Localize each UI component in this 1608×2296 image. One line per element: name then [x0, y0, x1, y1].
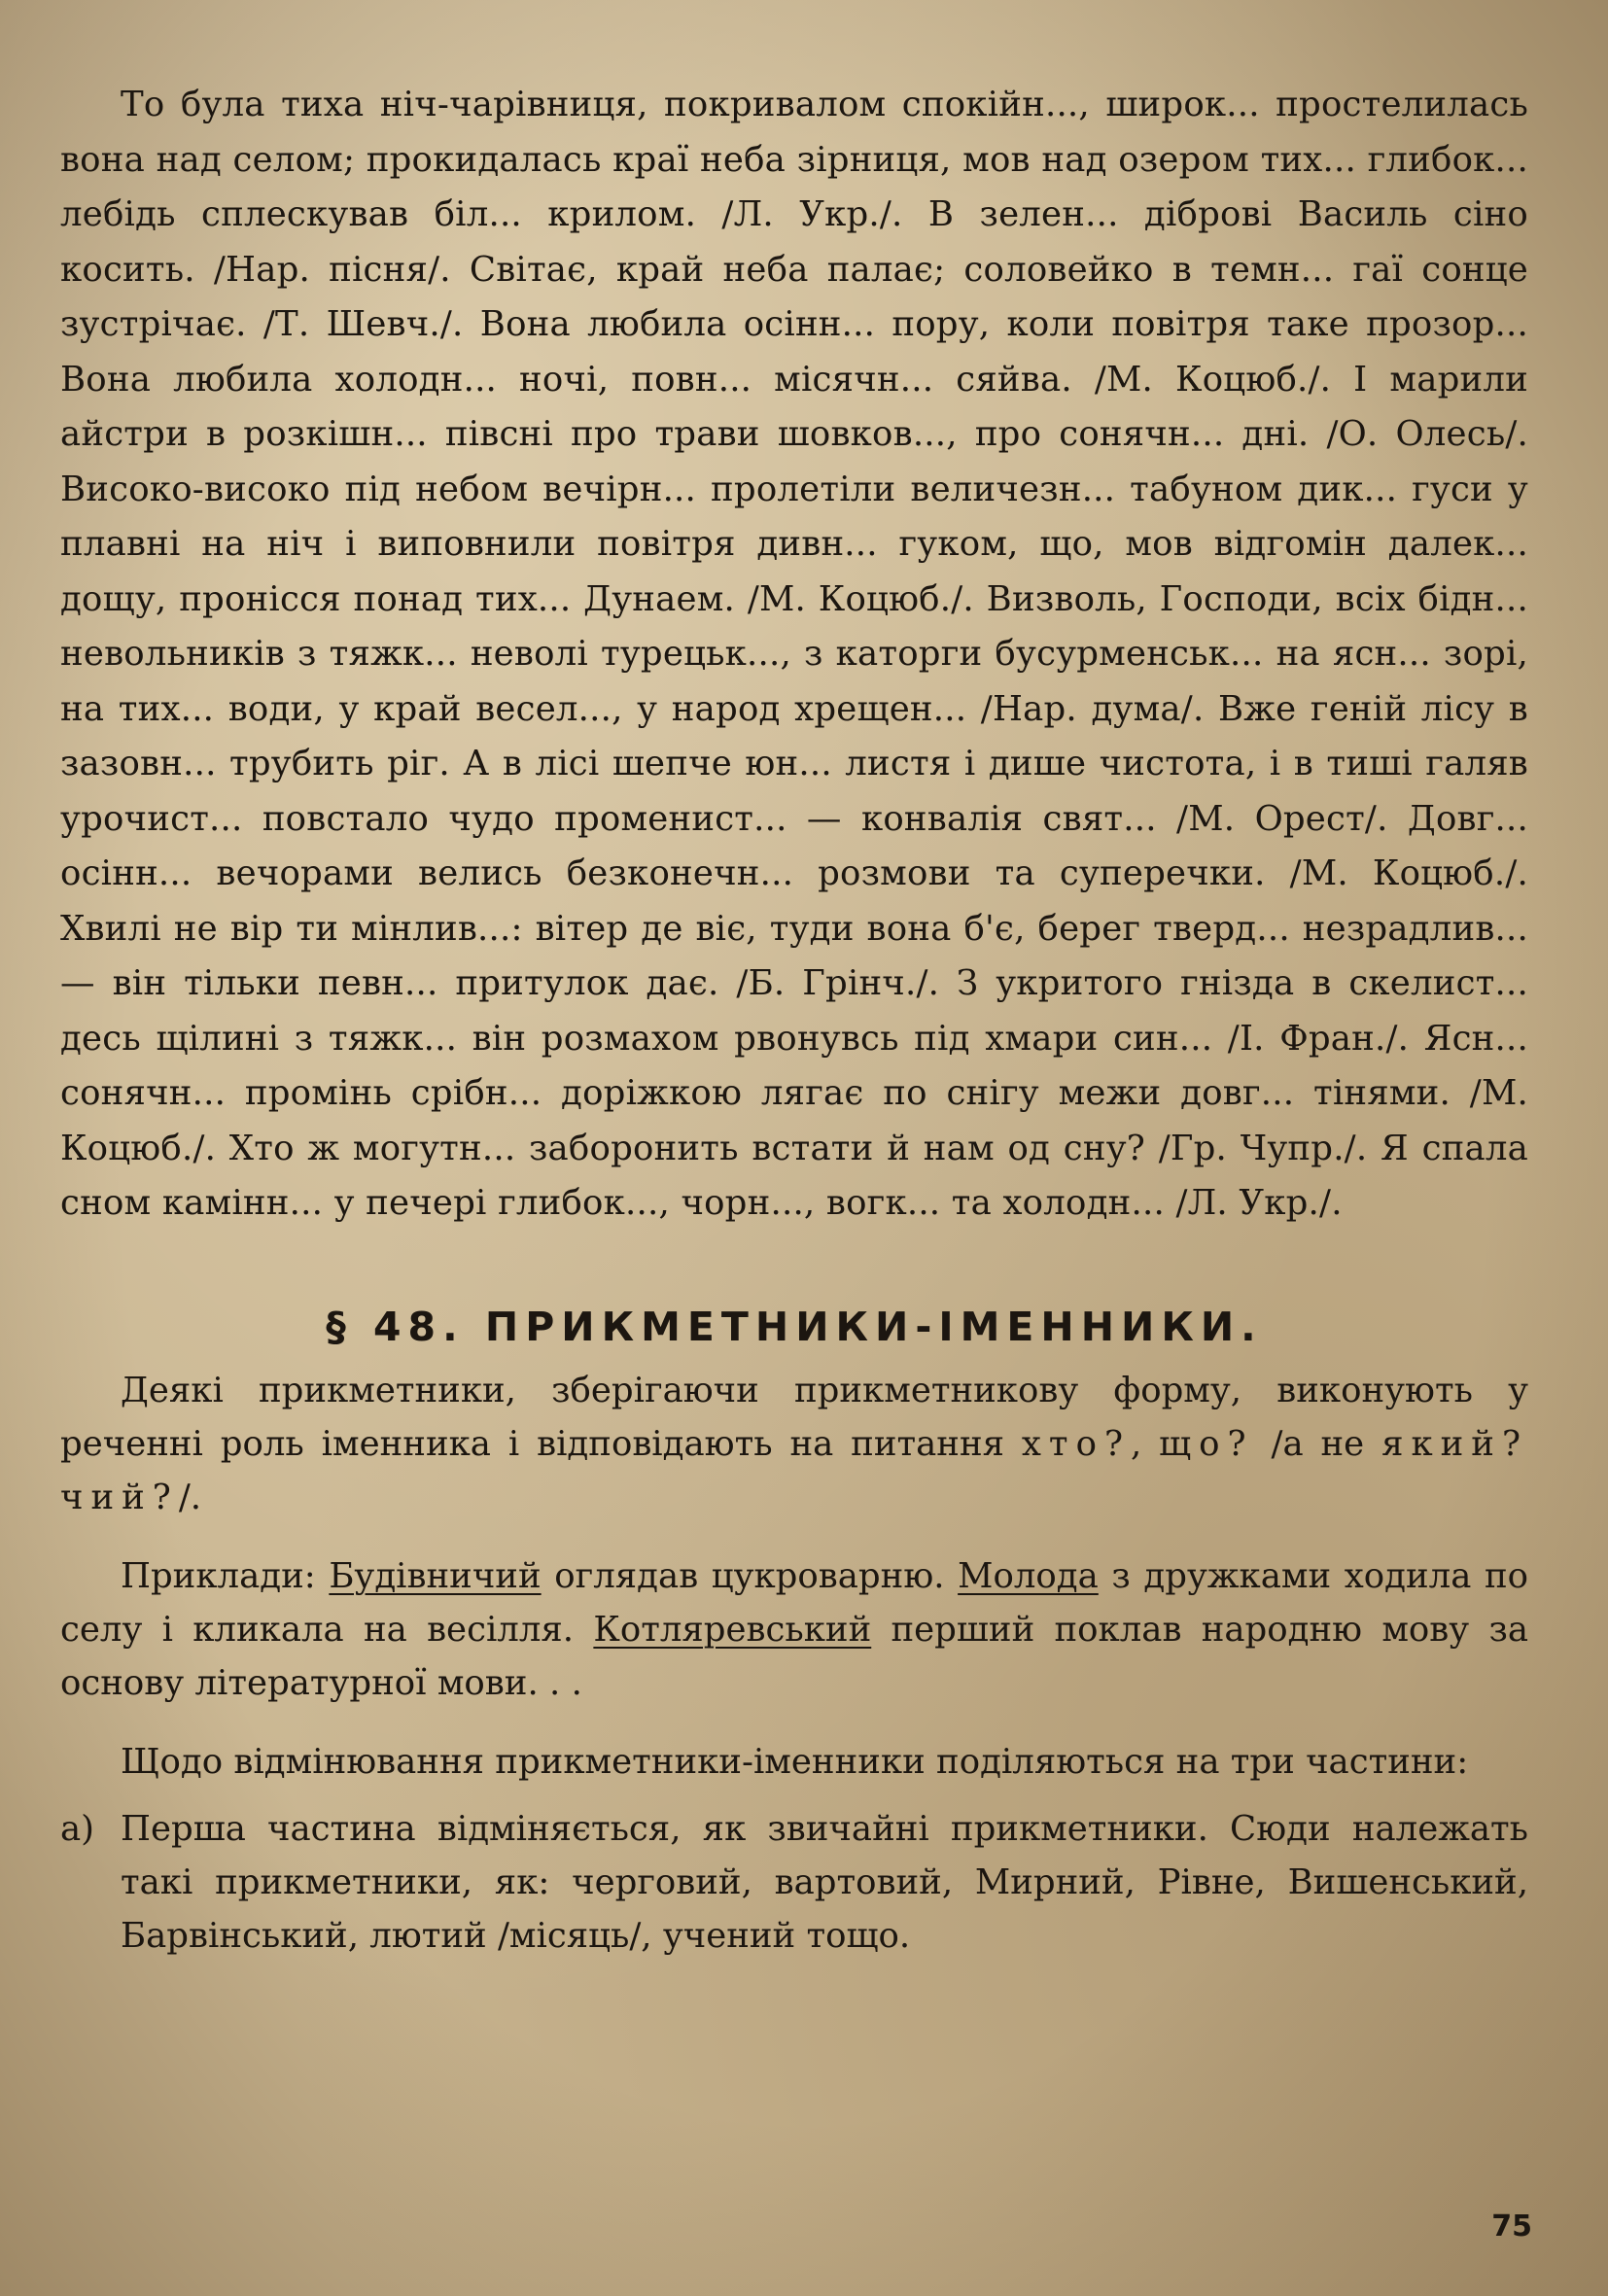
exercise-paragraph: То була тиха ніч-чарівниця, покривалом спокійн..., широк... простелилась вона над селом; прокидалась краї неба зірниця, мов над озером тих... глибок... лебідь сплескував біл... крилом. /Л. Укр./. В зелен... діброві Василь сіно косить. /Нар. пісня/. Світає, край неба палає; соловейко в темн... гаї сонце зустрічає. /Т. Шевч./. Вона любила осінн... пору, коли повітря таке прозор... Вона любила холодн... ночі, повн... місячн... сяйва. /М. Коцюб./. І марили айстри в розкішн... півсні про трави шовков..., про сонячн... дні. /О. Олесь/. Високо-високо під небом вечірн... пролетіли величезн... табуном дик... гуси у плавні на ніч і виповнили повітря дивн... гуком, що, мов відгомін далек... дощу, пронісся понад тих... Дунаем. /М. Коцюб./. Визволь, Господи, всіх бідн... невольників з тяжк... неволі турецьк..., з каторги бусурменськ... на ясн... зорі, на тих... води, у край весел..., у народ хрещен... /Нар. дума/. Вже геній лісу в зазовн... трубить ріг. А в лісі шепче юн... листя і дише чистота, і в тиші галяв урочист... повстало чудо променист... — конвалія свят... /М. Орест/. Довг... осінн... вечорами велись безконечн... розмови та суперечки. /М. Коцюб./. Хвилі не вір ти мінлив...: вітер де віє, туди вона б'є, берег тверд... незрадлив... — він тільки певн... притулок дає. /Б. Грінч./. З укритого гнізда в скелист... десь щілині з тяжк... він розмахом рвонувсь під хмари син... /І. Фран./. Ясн... сонячн... промінь срібн... доріжкою лягає по снігу межи довг... тінями. /М. Коцюб./. Хто ж могутн... заборонить встати й нам од сну? /Гр. Чупр./. Я спала сном камінн... у печері глибок..., чорн..., вогк... та холодн... /Л. Укр./. [60, 85, 1528, 1223]
question-which: який? [1381, 1423, 1528, 1464]
definition-text-2: , [1130, 1423, 1160, 1464]
example-word-2: Молода [958, 1555, 1099, 1596]
classification-paragraph: Щодо відмінювання прикметники-іменники поділяються на три частини: [121, 1741, 1469, 1782]
question-whose: чий? [60, 1477, 179, 1517]
section-heading: § 48. ПРИКМЕТНИКИ-ІМЕННИКИ. [326, 1303, 1263, 1350]
example-text-2: з дружками ходила по селу і кликала на весілля. [60, 1555, 1529, 1650]
definition-text-1: Деякі прикметники, зберігаючи прикметникову форму, виконують у реченні роль іменника і відповідають на питання [60, 1370, 1528, 1464]
example-word-3: Котляревський [593, 1609, 872, 1650]
list-item-marker: а) [60, 1808, 95, 1849]
definition-text-5: /. [178, 1477, 202, 1517]
examples-prefix: Приклади: [121, 1555, 330, 1596]
page-number: 75 [1491, 2209, 1532, 2244]
definition-text-3: /а не [1253, 1423, 1382, 1464]
example-word-1: Будівничий [329, 1555, 542, 1596]
examples-paragraph [60, 1549, 1528, 1710]
list-item-text: Перша частина відміняється, як звичайні прикметники. Сюди належать такі прикметники, як: черговий, вартовий, Мирний, Рівне, Вишенський, Барвінський, лютий /місяць/, учений тощо. [121, 1808, 1528, 1956]
question-what: що? [1159, 1423, 1254, 1464]
example-text-3: перший поклав народню мову за основу літературної мови. . . [60, 1609, 1528, 1703]
question-who: хто? [1021, 1423, 1131, 1464]
definition-paragraph [60, 1364, 1528, 1524]
example-text-1: оглядав цукроварню. [541, 1555, 959, 1596]
list-item-a [60, 1802, 1528, 1963]
book-page [60, 78, 1528, 2245]
